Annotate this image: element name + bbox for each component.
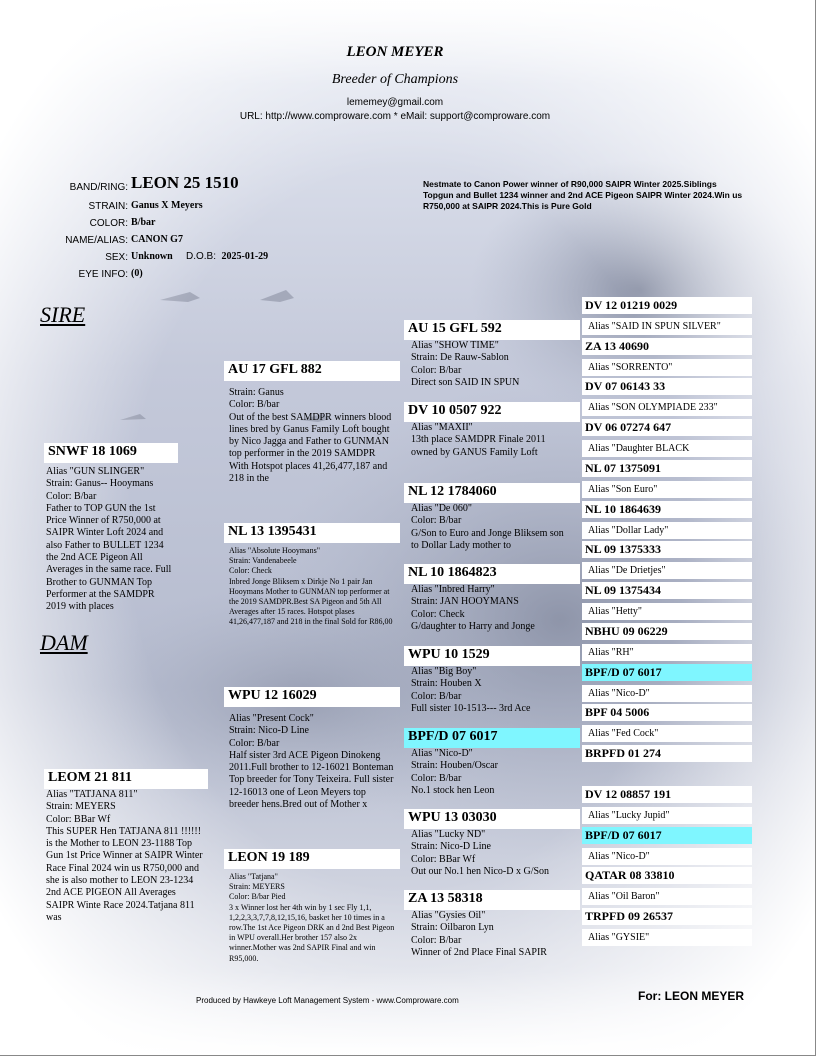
gen2-band: NL 13 1395431	[224, 523, 400, 543]
dam-line: Alias "TATJANA 811"	[46, 789, 138, 800]
gen3-line: 13th place SAMDPR Finale 2011 owned by GANUS Family Loft	[411, 434, 546, 458]
eye-label: EYE INFO:	[78, 269, 128, 280]
sire-line: Color: B/bar	[46, 490, 97, 502]
gen4-alias: Alias "Oil Baron"	[582, 888, 752, 905]
alias-value: CANON G7	[131, 234, 183, 245]
gen2-line: Color: B/bar	[229, 737, 280, 749]
gen2-details	[224, 381, 400, 520]
alias-row	[20, 232, 320, 249]
gen3-line: Alias "Nico-D"	[411, 748, 473, 759]
gen2-line: Alias "Tatjana"	[229, 872, 278, 881]
gen3-band: NL 12 1784060	[404, 483, 580, 503]
dam-box	[44, 769, 208, 949]
gen4-pigeon-entry	[582, 338, 752, 376]
dam-line: This SUPER Hen TATJANA 811 !!!!!! is the Mother to LEON 23-1188 Top Gun 1st Price Winner at SAIPR Winter Race Final 2024 win us R750,000 and she is also mother to LEON 23-1234 2nd ACE PIGEON All Averages SAIPR Winte Race 2024.Tatjana 811 was	[46, 825, 203, 923]
gen3-line: Color: B/bar	[411, 515, 462, 527]
gen2-dam-dam	[224, 849, 400, 1005]
band-label: BAND/RING:	[69, 182, 128, 193]
software-url-line: URL: http://www.comproware.com * eMail: support@comproware.com	[239, 111, 551, 122]
dam-band: LEOM 21 811	[44, 769, 208, 789]
gen4-alias: Alias "Son Euro"	[582, 481, 752, 498]
gen2-line: Color: B/bar Pied	[229, 892, 286, 902]
gen2-band: WPU 12 16029	[224, 687, 400, 707]
gen3-band: AU 15 GFL 592	[404, 320, 580, 340]
gen4-band: NL 10 1864639	[582, 501, 752, 518]
gen3-line: Direct son SAID IN SPUN	[411, 376, 520, 388]
gen3-pigeon-box	[404, 646, 580, 724]
breeder-subtitle: Breeder of Champions	[331, 72, 459, 87]
gen2-details	[224, 707, 400, 846]
gen2-line: Half sister 3rd ACE Pigeon Dinokeng 2011.Full brother to 12-16021 Bonteman Top breeder for Tony Teixeira. Full sister 12-16013 one of Leon Meyers top breeder hens.Bred out of Mother x	[229, 749, 394, 811]
gen4-alias: Alias "GYSIE"	[582, 929, 752, 946]
sire-band: SNWF 18 1069	[44, 443, 178, 463]
gen4-alias: Alias "Lucky Jupid"	[582, 807, 752, 824]
gen4-alias: Alias "RH"	[582, 644, 752, 661]
strain-label: STRAIN:	[88, 201, 128, 212]
gen3-details	[404, 503, 580, 561]
gen4-band: DV 06 07274 647	[582, 419, 752, 436]
gen3-line: Alias "MAXII"	[411, 422, 473, 433]
gen4-band: ZA 13 40690	[582, 338, 752, 355]
gen2-band: AU 17 GFL 882	[224, 361, 400, 381]
gen4-alias: Alias "Daughter BLACK	[582, 440, 752, 457]
gen4-pigeon-entry	[582, 419, 752, 457]
breeder-name: LEON MEYER	[346, 44, 444, 60]
gen2-line: Out of the best SAMDPR winners blood lines bred by Ganus Family Loft bought by Nico Jagga and Father to GUNMAN top performer in the 2019 SAMDPR With Hotspot places 41,26,477,187 and 218 in the	[229, 411, 392, 485]
gen3-line: Alias "Gysies Oil"	[411, 910, 486, 921]
color-label: COLOR:	[89, 218, 128, 229]
sire-line: Alias "GUN SLINGER"	[46, 466, 145, 477]
sire-line: Strain: Ganus-- Hooymans	[46, 478, 154, 490]
dob-row	[186, 251, 268, 262]
gen2-dam-sire	[224, 687, 400, 846]
gen3-line: Color: Check	[411, 608, 465, 620]
gen2-sire-sire	[224, 361, 400, 520]
gen3-line: Full sister 10-1513--- 3rd Ace	[411, 702, 531, 714]
gen4-band: DV 07 06143 33	[582, 378, 752, 395]
gen3-line: Color: B/bar	[411, 772, 462, 784]
gen3-details	[404, 910, 580, 968]
gen4-band: NL 07 1375091	[582, 460, 752, 477]
gen3-line: Alias "De 060"	[411, 503, 472, 514]
gen4-pigeon-entry	[582, 664, 752, 702]
sex-row	[20, 249, 320, 266]
gen2-band: LEON 19 189	[224, 849, 400, 869]
gen3-band: NL 10 1864823	[404, 564, 580, 584]
dam-line: Color: BBar Wf	[46, 813, 111, 825]
gen3-details	[404, 422, 580, 480]
alias-label: NAME/ALIAS:	[65, 235, 128, 246]
gen3-pigeon-box	[404, 564, 580, 642]
gen3-line: Strain: Oilbaron Lyn	[411, 922, 494, 934]
gen3-line: Strain: Houben X	[411, 678, 482, 690]
gen4-alias: Alias "Hetty"	[582, 603, 752, 620]
eye-value: (0)	[131, 268, 143, 279]
gen4-band: NL 09 1375434	[582, 582, 752, 599]
gen4-pigeon-entry	[582, 786, 752, 824]
gen3-line: Strain: Nico-D Line	[411, 841, 491, 853]
color-row	[20, 215, 320, 232]
gen3-line: G/Son to Euro and Jonge Bliksem son to Dollar Lady mother to	[411, 527, 564, 551]
gen4-pigeon-entry	[582, 867, 752, 905]
dob-value: 2025-01-29	[221, 251, 269, 262]
gen2-line: 3 x Winner lost her 4th win by 1 sec Fly 1,1, 1,2,2,3,3,7,7,8,12,15,16, basket her 10 times in a row.The 1st Ace Pigeon DRK an d 2nd Best Pigeon in WPU overall.Her brother 157 also 2x winner.Mother was 2nd SAPIR Final and win R95,000.	[229, 902, 395, 963]
gen3-line: Strain: De Rauw-Sablon	[411, 352, 509, 364]
gen3-line: Alias "Inbred Harry"	[411, 584, 495, 595]
gen3-line: Alias "SHOW TIME"	[411, 340, 499, 351]
gen4-band: QATAR 08 33810	[582, 867, 752, 884]
gen2-line: Strain: Ganus	[229, 387, 284, 398]
gen2-line: Inbred Jonge Bliksem x Dirkje No 1 pair Jan Hooymans Mother to GUNMAN top performer at the 2019 SAMDPR.Best SA Pigeon and 5th All Averages after 15 races. Hotspot plases 41,26,477,187 and 218 in the final Sold for R86,00	[229, 576, 393, 627]
gen4-band: NL 09 1375333	[582, 541, 752, 558]
gen4-band: BRPFD 01 274	[582, 745, 752, 762]
gen3-pigeon-box	[404, 320, 580, 398]
gen4-alias: Alias "Nico-D"	[582, 685, 752, 702]
gen4-alias: Alias "SAID IN SPUN SILVER"	[582, 318, 752, 335]
strain-row	[20, 198, 320, 215]
gen3-line: Out our No.1 hen Nico-D x G/Son	[411, 865, 550, 877]
gen4-alias: Alias "De Drietjes"	[582, 562, 752, 579]
gen4-band: DV 12 08857 191	[582, 786, 752, 803]
gen3-pigeon-box	[404, 483, 580, 561]
sire-box	[44, 443, 178, 629]
gen4-band: TRPFD 09 26537	[582, 908, 752, 925]
gen4-alias: Alias "SORRENTO"	[582, 359, 752, 376]
gen4-pigeon-entry	[582, 582, 752, 620]
gen2-line: Color: Check	[229, 566, 272, 576]
gen4-pigeon-entry	[582, 378, 752, 416]
gen3-line: Strain: JAN HOOYMANS	[411, 596, 519, 608]
eye-row	[20, 266, 320, 283]
gen2-line: Strain: MEYERS	[229, 882, 285, 892]
gen3-line: Alias "Big Boy"	[411, 666, 477, 677]
strain-value: Ganus X Meyers	[131, 200, 203, 211]
gen4-alias: Alias "SON OLYMPIADE 233"	[582, 399, 752, 416]
gen2-line: Strain: Vandenabeele	[229, 556, 297, 566]
gen3-line: G/daughter to Harry and Jonge	[411, 620, 535, 632]
gen3-band: ZA 13 58318	[404, 890, 580, 910]
gen3-band: DV 10 0507 922	[404, 402, 580, 422]
gen4-alias: Alias "Nico-D"	[582, 848, 752, 865]
gen2-details	[224, 543, 400, 679]
gen3-details	[404, 748, 580, 806]
breeder-email: lememey@gmail.com	[346, 97, 444, 108]
gen3-line: Color: B/bar	[411, 364, 462, 376]
for-owner-footer: For: LEON MEYER	[638, 989, 745, 1003]
gen3-band: WPU 10 1529	[404, 646, 580, 666]
sire-line: Father to TOP GUN the 1st Price Winner of R750,000 at SAIPR Winter Loft 2024 and also Father to BULLET 1234 the 2nd ACE Pigeon All Averages in the same race. Full Brother to GUNMAN Top Performer at the SAMDPR 2019 with places	[46, 502, 172, 613]
gen2-line: Alias "Present Cock"	[229, 713, 314, 724]
sex-value: Unknown	[131, 251, 173, 262]
gen2-details	[224, 869, 400, 1005]
gen3-pigeon-box	[404, 402, 580, 480]
gen3-line: Color: BBar Wf	[411, 853, 476, 865]
gen2-line: Strain: Nico-D Line	[229, 725, 309, 737]
gen4-alias: Alias "Dollar Lady"	[582, 522, 752, 539]
dam-line: Strain: MEYERS	[46, 801, 116, 813]
gen4-pigeon-entry	[582, 704, 752, 742]
gen4-band: BPF/D 07 6017	[582, 664, 752, 681]
sex-label: SEX:	[105, 252, 128, 263]
dob-label: D.O.B:	[186, 251, 217, 262]
gen4-pigeon-entry	[582, 623, 752, 661]
gen4-pigeon-entry	[582, 541, 752, 579]
gen3-line: Winner of 2nd Place Final SAPIR	[411, 946, 547, 958]
gen4-alias: Alias "Fed Cock"	[582, 725, 752, 742]
gen4-pigeon-entry	[582, 827, 752, 865]
gen4-pigeon-entry	[582, 908, 752, 946]
gen2-sire-dam	[224, 523, 400, 679]
gen4-band: NBHU 09 06229	[582, 623, 752, 640]
gen3-line: No.1 stock hen Leon	[411, 784, 495, 796]
gen3-line: Alias "Lucky ND"	[411, 829, 486, 840]
dam-details	[44, 789, 208, 949]
sire-heading: SIRE	[40, 302, 86, 327]
gen4-pigeon-entry	[582, 745, 752, 762]
dam-heading: DAM	[40, 630, 88, 655]
gen3-line: Color: B/bar	[411, 934, 462, 946]
gen3-pigeon-box	[404, 890, 580, 968]
gen2-line: Color: B/bar	[229, 399, 280, 411]
gen3-pigeon-box	[404, 809, 580, 887]
gen3-pigeon-box	[404, 728, 580, 806]
gen4-pigeon-entry	[582, 501, 752, 539]
gen3-band: BPF/D 07 6017	[404, 728, 580, 748]
gen3-line: Strain: Houben/Oscar	[411, 760, 498, 772]
gen3-details	[404, 584, 580, 642]
gen2-line: Alias "Absolute Hooymans"	[229, 546, 320, 555]
produced-by-footer: Produced by Hawkeye Loft Management System - www.Comproware.com	[196, 996, 459, 1005]
band-row	[20, 173, 320, 196]
gen4-pigeon-entry	[582, 460, 752, 498]
gen3-details	[404, 340, 580, 398]
gen4-band: DV 12 01219 0029	[582, 297, 752, 314]
gen3-details	[404, 666, 580, 724]
gen4-band: BPF 04 5006	[582, 704, 752, 721]
gen3-band: WPU 13 03030	[404, 809, 580, 829]
band-value: LEON 25 1510	[131, 173, 239, 192]
gen3-line: Color: B/bar	[411, 690, 462, 702]
color-value: B/bar	[131, 217, 156, 228]
gen3-details	[404, 829, 580, 887]
gen4-pigeon-entry	[582, 297, 752, 335]
gen4-band: BPF/D 07 6017	[582, 827, 752, 844]
pigeon-notes: Nestmate to Canon Power winner of R90,000 SAIPR Winter 2025.Siblings Topgun and Bullet 1234 winner and 2nd ACE Pigeon SAIPR Winter 2024.Win us R750,000 at SAIPR 2024.This is Pure Gold	[423, 179, 743, 211]
sire-details	[44, 463, 178, 629]
